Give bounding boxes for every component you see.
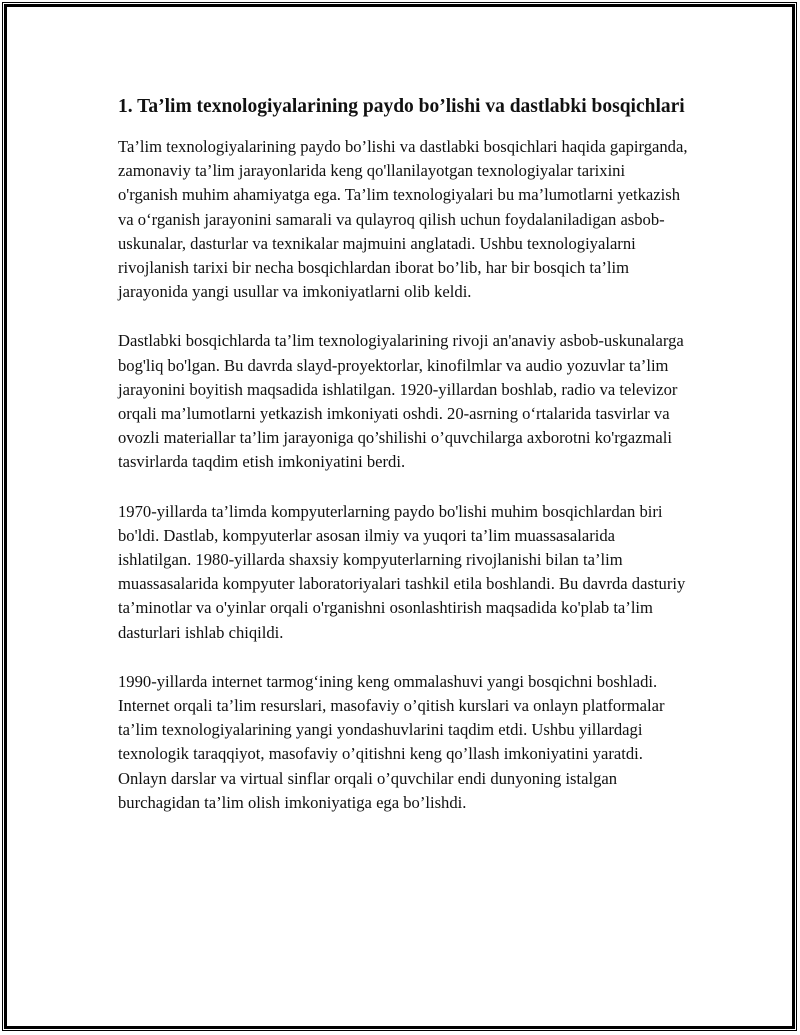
paragraph-4: 1990-yillarda internet tarmog‘ining keng ommalashuvi yangi bosqichni boshladi. Internet orqali ta’lim resurslari, masofaviy o’qitish kurslari va onlayn platformalar ta’lim texnologiyalarining yangi yondashuvlarini taqdim etdi. Ushbu yillardagi texnologik taraqqiyot, masofaviy o’qitishni keng qo’llash imkoniyatini yaratdi. Onlayn darslar va virtual sinflar orqali o’quvchilar endi dunyoning istalgan burchagidan ta’lim olish imkoniyatiga ega bo’lishdi. — [118, 671, 665, 812]
paragraph-3: 1970-yillarda ta’limda kompyuterlarning paydo bo'lishi muhim bosqichlardan biri bo'ldi. Dastlab, kompyuterlar asosan ilmiy va yuqori ta’lim muassasalarida ishlatilgan. 1980-yillarda shaxsiy kompyuterlarning rivojlanishi bilan ta’lim muassasalarida kompyuter laboratoriyalari tashkil etila boshlandi. Bu davrda dasturiy ta’minotlar va o'yinlar orqali o'rganishni osonlashtirish maqsadida ko'plab ta’lim dasturlari ishlab chiqildi. — [118, 501, 686, 642]
document-body — [118, 94, 688, 840]
paragraph-1: Ta’lim texnologiyalarining paydo bo’lishi va dastlabki bosqichlari haqida gapirganda, zamonaviy ta’lim jarayonlarida keng qo'llanilayotgan texnologiyalar tarixini o'rganish muhim ahamiyatga ega. Ta’lim texnologiyalari bu ma’lumotlarni yetkazish va o‘rganish jarayonini samarali va qulayroq qilish uchun foydalaniladigan asbob-uskunalar, dasturlar va texnikalar majmuini anglatadi. Ushbu texnologiyalarni rivojlanish tarixi bir necha bosqichlardan iborat bo’lib, har bir bosqich ta’lim jarayonida yangi usullar va imkoniyatlarni olib keldi. — [118, 137, 688, 302]
section-heading: 1. Ta’lim texnologiyalarining paydo bo’lishi va dastlabki bosqichlari — [118, 96, 685, 117]
paragraph-2: Dastlabki bosqichlarda ta’lim texnologiyalarining rivoji an'anaviy asbob-uskunalarga bog'liq bo'lgan. Bu davrda slayd-proyektorlar, kinofilmlar va audio yozuvlar ta’lim jarayonini boyitish maqsadida ishlatilgan. 1920-yillardan boshlab, radio va televizor orqali ma’lumotlarni yetkazish imkoniyati oshdi. 20-asrning o‘rtalarida tasvirlar va ovozli materiallar ta’lim jarayoniga qo’shilishi o’quvchilarga axborotni ko'rgazmali tasvirlarda taqdim etish imkoniyatini berdi. — [118, 331, 684, 472]
